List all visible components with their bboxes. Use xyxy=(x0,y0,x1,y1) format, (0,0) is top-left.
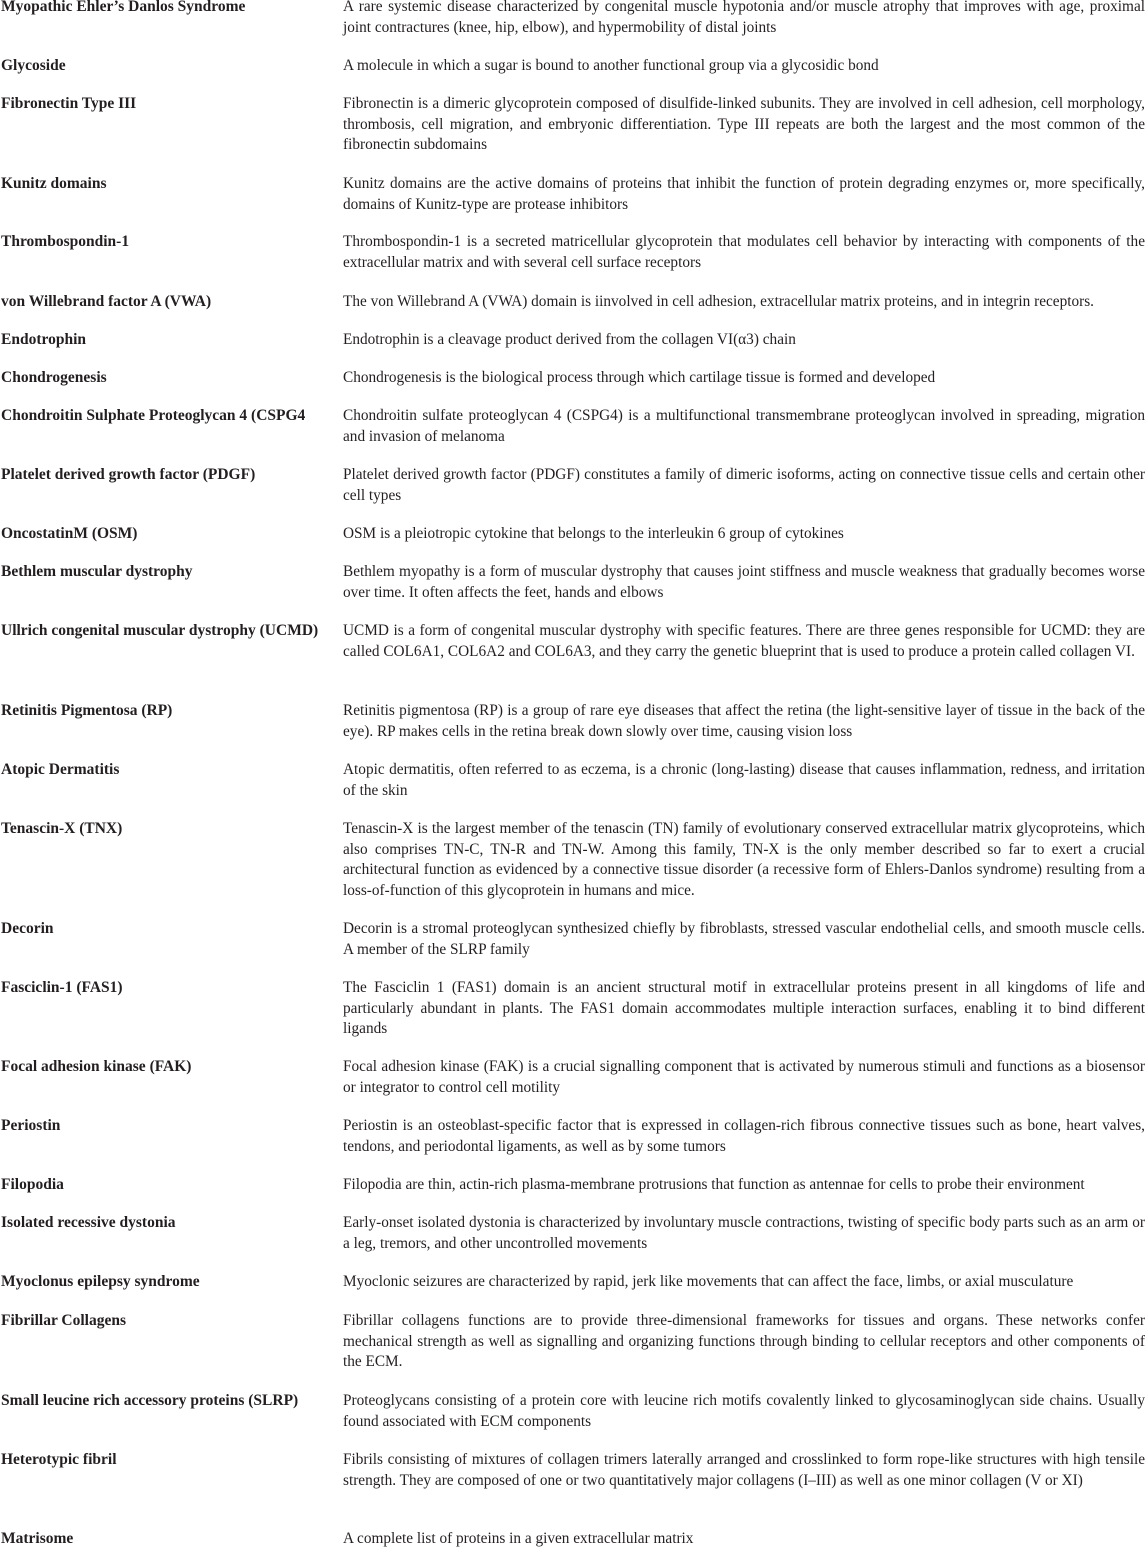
definition-cell: Proteoglycans consisting of a protein core with leucine rich motifs covalently linked to glycosaminoglycan side chains. Usually found associated with ECM components xyxy=(343,1392,1145,1430)
table-row xyxy=(0,232,1145,273)
definition-cell: The Fasciclin 1 (FAS1) domain is an ancient structural motif in extracellular proteins present in all kingdoms of life and particularly abundant in plants. The FAS1 domain accommodates multiple interaction surfaces, enabling it to bind different ligands xyxy=(343,979,1145,1038)
term-cell: Focal adhesion kinase (FAK) xyxy=(1,1058,192,1075)
table-row xyxy=(0,760,1145,801)
definition-cell: OSM is a pleiotropic cytokine that belongs to the interleukin 6 group of cytokines xyxy=(343,525,844,542)
definition-cell: Decorin is a stromal proteoglycan synthesized chiefly by fibroblasts, stressed vascular endothelial cells, and smooth muscle cells. A member of the SLRP family xyxy=(343,920,1145,958)
table-row xyxy=(0,94,1145,156)
table-row xyxy=(0,56,1145,77)
term-cell: Tenascin-X (TNX) xyxy=(1,820,123,837)
term-cell: Platelet derived growth factor (PDGF) xyxy=(1,466,256,483)
table-row xyxy=(0,1391,1145,1432)
definition-cell: A molecule in which a sugar is bound to another functional group via a glycosidic bond xyxy=(343,57,879,74)
term-cell: Endotrophin xyxy=(1,331,87,348)
table-row xyxy=(0,1116,1145,1157)
definition-cell: Fibronectin is a dimeric glycoprotein composed of disulfide-linked subunits. They are involved in cell adhesion, cell morphology, thrombosis, cell migration, and embryonic differentiation. Type III repeats are both the largest and the most common of the fibronectin subdomains xyxy=(343,95,1145,154)
term-cell: Kunitz domains xyxy=(1,175,107,192)
table-row xyxy=(0,524,1145,545)
term-cell: OncostatinM (OSM) xyxy=(1,525,138,542)
definition-cell: Myoclonic seizures are characterized by rapid, jerk like movements that can affect the face, limbs, or axial musculature xyxy=(343,1273,1074,1290)
definition-cell: Chondroitin sulfate proteoglycan 4 (CSPG4) is a multifunctional transmembrane proteoglycan involved in spreading, migration and invasion of melanoma xyxy=(343,407,1145,445)
definition-cell: Fibrillar collagens functions are to provide three-dimensional frameworks for tissues and organs. These networks confer mechanical strength as well as signalling and organizing functions through binding to cellular receptors and other components of the ECM. xyxy=(343,1312,1145,1371)
definition-cell: Focal adhesion kinase (FAK) is a crucial signalling component that is activated by numerous stimuli and functions as a biosensor or integrator to control cell motility xyxy=(343,1058,1145,1096)
table-row xyxy=(0,0,1145,38)
term-cell: Fibrillar Collagens xyxy=(1,1312,127,1329)
definition-cell: Periostin is an osteoblast-specific factor that is expressed in collagen-rich fibrous connective tissues such as bone, heart valves, tendons, and periodontal ligaments, as well as by some tumors xyxy=(343,1117,1145,1155)
term-cell: von Willebrand factor A (VWA) xyxy=(1,293,212,310)
table-row xyxy=(0,1175,1145,1196)
table-row xyxy=(0,368,1145,389)
table-row xyxy=(0,406,1145,447)
term-cell: Periostin xyxy=(1,1117,61,1134)
term-cell: Fibronectin Type III xyxy=(1,95,137,112)
definition-cell: Kunitz domains are the active domains of proteins that inhibit the function of protein degrading enzymes or, more specifically, domains of Kunitz-type are protease inhibitors xyxy=(343,175,1145,213)
term-cell: Atopic Dermatitis xyxy=(1,761,120,778)
table-row xyxy=(0,919,1145,960)
definition-cell: Early-onset isolated dystonia is characterized by involuntary muscle contractions, twisting of specific body parts such as an arm or a leg, tremors, and other uncontrolled movements xyxy=(343,1214,1145,1252)
definition-cell: Filopodia are thin, actin-rich plasma-membrane protrusions that function as antennae for cells to probe their environment xyxy=(343,1176,1085,1193)
table-row xyxy=(0,562,1145,603)
term-cell: Heterotypic fibril xyxy=(1,1451,117,1468)
definition-cell: Platelet derived growth factor (PDGF) constitutes a family of dimeric isoforms, acting on connective tissue cells and certain other cell types xyxy=(343,466,1145,504)
table-row xyxy=(0,1272,1145,1293)
table-row xyxy=(0,292,1145,313)
table-row xyxy=(0,1311,1145,1373)
term-cell: Myoclonus epilepsy syndrome xyxy=(1,1273,200,1290)
definition-cell: Bethlem myopathy is a form of muscular dystrophy that causes joint stiffness and muscle weakness that gradually becomes worse over time. It often affects the feet, hands and elbows xyxy=(343,563,1145,601)
term-cell: Thrombospondin-1 xyxy=(1,233,130,250)
table-row xyxy=(0,1057,1145,1098)
term-cell: Fasciclin-1 (FAS1) xyxy=(1,979,123,996)
definition-cell: UCMD is a form of congenital muscular dystrophy with specific features. There are three genes responsible for UCMD: they are called COL6A1, COL6A2 and COL6A3, and they carry the genetic blueprint that is used to produce a protein called collagen VI. xyxy=(343,622,1145,660)
term-cell: Filopodia xyxy=(1,1176,64,1193)
table-row xyxy=(0,174,1145,215)
definition-cell: Atopic dermatitis, often referred to as eczema, is a chronic (long-lasting) disease that causes inflammation, redness, and irritation of the skin xyxy=(343,761,1145,799)
term-cell: Chondrogenesis xyxy=(1,369,107,386)
table-row xyxy=(0,701,1145,742)
table-row xyxy=(0,1213,1145,1254)
term-cell: Decorin xyxy=(1,920,54,937)
table-row xyxy=(0,978,1145,1040)
table-row xyxy=(0,621,1145,662)
term-cell: Chondroitin Sulphate Proteoglycan 4 (CSPG4 xyxy=(1,407,306,424)
definition-cell: Fibrils consisting of mixtures of collagen trimers laterally arranged and crosslinked to form rope-like structures with high tensile strength. They are composed of one or two quantitatively major collagens (I–III) as well as one minor collagen (V or XI) xyxy=(343,1451,1145,1489)
term-cell: Glycoside xyxy=(1,57,66,74)
term-cell: Ullrich congenital muscular dystrophy (UCMD) xyxy=(1,622,319,639)
definition-cell: Chondrogenesis is the biological process through which cartilage tissue is formed and developed xyxy=(343,369,936,386)
table-row xyxy=(0,819,1145,901)
term-cell: Myopathic Ehler’s Danlos Syndrome xyxy=(1,0,246,15)
definition-cell: Tenascin-X is the largest member of the tenascin (TN) family of evolutionary conserved extracellular matrix glycoproteins, which also comprises TN-C, TN-R and TN-W. Among this family, TN-X is the only member described so far to exert a crucial architectural function as evidenced by a connective tissue disorder (a recessive form of Ehlers-Danlos syndrome) resulting from a loss-of-function of this glycoprotein in humans and mice. xyxy=(343,820,1145,899)
table-row xyxy=(0,1529,1145,1550)
definition-cell: A complete list of proteins in a given extracellular matrix xyxy=(343,1530,694,1547)
table-row xyxy=(0,465,1145,506)
table-row xyxy=(0,1450,1145,1491)
definition-cell: Thrombospondin-1 is a secreted matricellular glycoprotein that modulates cell behavior by interacting with components of the extracellular matrix and with several cell surface receptors xyxy=(343,233,1145,271)
term-cell: Bethlem muscular dystrophy xyxy=(1,563,193,580)
term-cell: Isolated recessive dystonia xyxy=(1,1214,176,1231)
table-row xyxy=(0,330,1145,351)
definition-cell: Retinitis pigmentosa (RP) is a group of rare eye diseases that affect the retina (the light-sensitive layer of tissue in the back of the eye). RP makes cells in the retina break down slowly over time, causing vision loss xyxy=(343,702,1145,740)
term-cell: Small leucine rich accessory proteins (SLRP) xyxy=(1,1392,299,1409)
term-cell: Matrisome xyxy=(1,1530,74,1547)
definition-cell: A rare systemic disease characterized by congenital muscle hypotonia and/or muscle atrophy that improves with age, proximal joint contractures (knee, hip, elbow), and hypermobility of distal joints xyxy=(343,0,1145,36)
definition-cell: Endotrophin is a cleavage product derived from the collagen VI(α3) chain xyxy=(343,331,796,348)
term-cell: Retinitis Pigmentosa (RP) xyxy=(1,702,173,719)
definition-cell: The von Willebrand A (VWA) domain is iinvolved in cell adhesion, extracellular matrix proteins, and in integrin receptors. xyxy=(343,293,1094,310)
